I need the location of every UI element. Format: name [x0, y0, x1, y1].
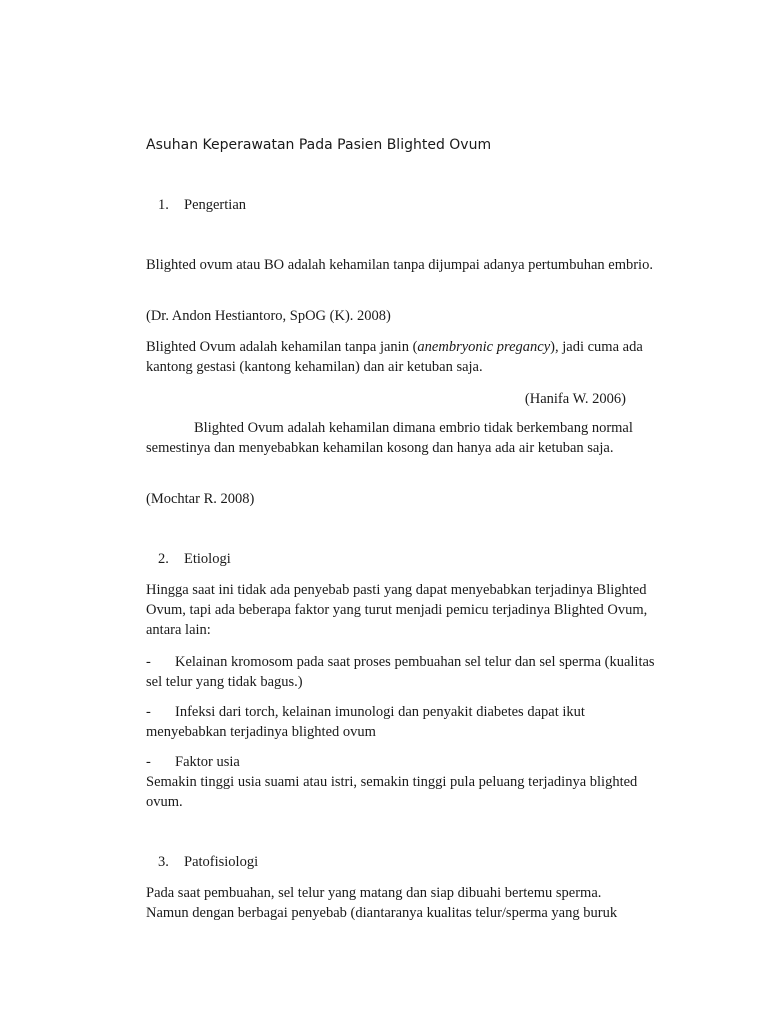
list-item-text: Infeksi dari torch, kelainan imunologi dan penyakit diabetes dapat ikut menyebabkan terjadinya blighted ovum: [146, 704, 585, 740]
section-title: Patofisiologi: [184, 854, 259, 870]
section-number: 2.: [158, 551, 169, 567]
citation: (Mochtar R. 2008): [146, 491, 255, 507]
section-number: 3.: [158, 854, 169, 870]
paragraph-text: ), jadi cuma ada kantong gestasi (kantong kehamilan) dan air ketuban saja.: [146, 339, 643, 375]
section-heading-patofisiologi: [158, 852, 678, 872]
paragraph: Blighted ovum atau BO adalah kehamilan tanpa dijumpai adanya pertumbuhan embrio.: [146, 257, 653, 273]
section-title: Pengertian: [184, 197, 247, 213]
section-title: Etiologi: [184, 551, 231, 567]
citation: (Hanifa W. 2006): [524, 391, 626, 407]
section-number: 1.: [158, 197, 169, 213]
citation: (Dr. Andon Hestiantoro, SpOG (K). 2008): [146, 308, 391, 324]
list-item: [146, 702, 666, 742]
section-heading-etiologi: [158, 549, 678, 569]
paragraph: [146, 337, 666, 377]
italic-term: anembryonic pregancy: [417, 339, 551, 355]
paragraph-text: Blighted Ovum adalah kehamilan tanpa janin (: [146, 339, 418, 355]
section-heading-pengertian: [158, 195, 678, 215]
paragraph: Blighted Ovum adalah kehamilan dimana embrio tidak berkembang normal semestinya dan menyebabkan kehamilan kosong dan hanya ada air ketuban saja.: [146, 420, 633, 456]
dash-bullet: -: [146, 704, 151, 720]
list-item: [146, 652, 666, 692]
list-item-text: Kelainan kromosom pada saat proses pembuahan sel telur dan sel sperma (kualitas sel telur yang tidak bagus.): [146, 654, 655, 690]
list-item-text: Faktor usia: [175, 754, 240, 770]
paragraph: Hingga saat ini tidak ada penyebab pasti yang dapat menyebabkan terjadinya Blighted Ovum, tapi ada beberapa faktor yang turut menjadi pemicu terjadinya Blighted Ovum, antara lain:: [146, 582, 648, 638]
document-title: Asuhan Keperawatan Pada Pasien Blighted Ovum: [146, 137, 492, 153]
list-item: [146, 752, 666, 772]
paragraph: Pada saat pembuahan, sel telur yang matang dan siap dibuahi bertemu sperma.: [146, 885, 602, 901]
paragraph: Semakin tinggi usia suami atau istri, semakin tinggi pula peluang terjadinya blighted ovum.: [146, 774, 638, 810]
paragraph: Namun dengan berbagai penyebab (diantaranya kualitas telur/sperma yang buruk: [146, 905, 618, 921]
dash-bullet: -: [146, 654, 151, 670]
dash-bullet: -: [146, 754, 151, 770]
